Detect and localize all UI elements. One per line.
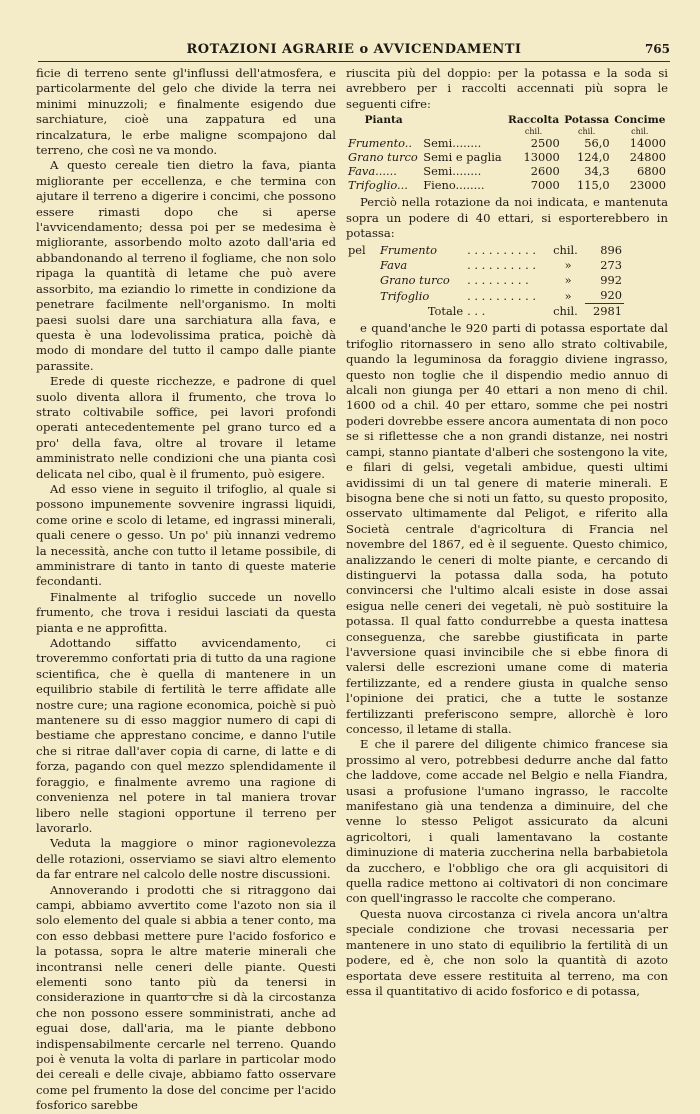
footer-mark — [170, 995, 210, 996]
raccolta-value: 7000 — [530, 178, 560, 193]
raccolta-value: 2600 — [530, 164, 560, 179]
column-header: Concime — [614, 114, 666, 127]
header-rule — [38, 61, 670, 62]
paragraph: ficie di terreno sente gl'influssi dell'atmosfera, e particolarmente del gelo che divide la terra nei minimi minuzzoli; e finalmente esigendo due sarchiature, cioè una zappatura ed una rincalzatura, le erbe maligne scompajono dal terreno, che così ne va mondo. — [36, 66, 336, 158]
leader-dots: . . . . . . . . . . — [467, 258, 536, 273]
crop-name: Trifoglio — [380, 288, 430, 303]
paragraph: Perciò nella rotazione da noi indicata, e mantenuta sopra un podere di 40 ettari, si esporterebbero in potassa: — [346, 195, 668, 241]
crop-name: Grano turco — [348, 150, 418, 165]
leader-dots: . . . — [467, 304, 486, 319]
raccolta-value: 13000 — [523, 150, 560, 165]
table-row — [346, 258, 668, 273]
concime-value: 6800 — [637, 164, 666, 179]
export-value: 273 — [600, 258, 622, 273]
paragraph: Finalmente al trifoglio succede un novello frumento, che trova i residui lasciati da questa pianta e ne approfitta. — [36, 589, 336, 635]
paragraph: E che il parere del diligente chimico francese sia prossimo al vero, potrebbesi dedurre anche dal fatto che laddove, come accade nel Belgio e nella Fiandra, usasi a profusione l'umano ingrasso, le raccolte manifestano già una tendenza a diminuire, del che venne lo stesso Peligot assicurato da alcuni agricoltori, i quali lamentavano la costante diminuzione di materia zuccherina nella barbabietola da zucchero, e l'obbligo che ora gli acquisitori di quella radice mettono ai coltivatori di non concimare con quell'ingrasso le raccolte che comperano. — [346, 737, 668, 906]
running-title: ROTAZIONI AGRARIE o AVVICENDAMENTI — [186, 42, 522, 57]
paragraph: Questa nuova circostanza ci rivela ancora un'altra speciale condizione che trovasi necessaria per mantenere in uno stato di equilibrio la fertilità di un podere, ed è, che non solo la quantità di azoto esportata deve essere restituita al terreno, ma con essa il quantitativo di acido fosforico e di potassa, — [346, 906, 668, 998]
crop-name: Fava...... — [348, 164, 397, 179]
table-row — [346, 150, 668, 164]
paragraph: Adottando siffatto avvicendamento, ci troveremmo confortati pria di tutto da una ragione scientifica, che è quella di mantenere in un equilibrio stabile di fertilità le terre affidate alle nostre cure; una ragione economica, poichè si può mantenere su di esso maggior numero di capi di bestiame che apprestano concime, e danno l'utile che si ritrae dall'aver copia di carne, di latte e di forza, pagando con quel mezzo splendidamente il foraggio, e finalmente avremo una ragione di convenienza nel potere in tal maniera trovar libero nelle stagioni opportune il terreno per lavorarlo. — [36, 636, 336, 835]
unit-label: chil. — [631, 127, 649, 137]
potash-export-table — [346, 243, 668, 319]
paragraph: A questo cereale tien dietro la fava, pianta migliorante per eccellenza, e che termina con ajutare il terreno a digerire i concimi, che possono essere rimasti dopo che si aperse l'avvicendamento; dessa poi per se medesima è migliorante, assorbendo molto azoto dall'aria ed abbandonando al terreno il fogliame, che non solo ripaga la quantità di letame che può avere assorbito, ma eziandio lo rimette in condizione da penetrare facilmente nell'organismo. In molti paesi suolsi dare una sarchiatura alla fava, e questa è una lodevolissima pratica, poichè dà modo di mondare del tutto il campo dalle piante parassite. — [36, 158, 336, 373]
crop-name: Frumento.. — [348, 136, 413, 151]
crop-name: Frumento — [380, 243, 437, 258]
column-header: Potassa — [564, 114, 610, 127]
unit-label: chil. — [578, 127, 596, 137]
crop-name: Trifoglio... — [348, 178, 408, 193]
column-header — [421, 113, 505, 127]
table-row — [346, 136, 668, 150]
table-row — [346, 288, 668, 304]
total-value: 2981 — [585, 304, 624, 320]
page-number: 765 — [644, 42, 670, 56]
crop-name: Fava — [380, 258, 408, 273]
unit-label: chil. — [553, 243, 578, 258]
potassa-value: 34,3 — [584, 164, 610, 179]
total-label: Totale — [427, 304, 464, 319]
export-value: 896 — [600, 243, 622, 258]
ditto-mark: » — [564, 288, 572, 303]
paragraph: Annoverando i prodotti che si ritraggono dai campi, abbiamo avvertito come l'azoto non sia il solo elemento del quale si abbia a tener conto, ma con esso debbasi mettere pure l'acido fosforico e la potassa, sopra le altre materie minerali che incontransi nelle ceneri delle piante. Questi elementi sono tanto più da tenersi in considerazione in quanto che si dà la circostanza che non possono essere somministrati, anche ad eguai dose, dall'aria, ma le piante debbono indispensabilmente cercarle nel terreno. Quando poi è venuta la volta di parlare in particolar modo dei cereali e delle civaje, abbiamo fatto osservare come pel frumento la dose del concime per l'acido fosforico sarebbe — [36, 882, 336, 1113]
potassa-value: 115,0 — [577, 178, 610, 193]
table-row — [346, 273, 668, 288]
potash-crop-table — [346, 113, 668, 192]
crop-part: Semi e paglia — [423, 150, 502, 165]
paragraph: Veduta la maggiore o minor ragionevolezza delle rotazioni, osserviamo se siavi altro elemento da far entrare nel calcolo delle nostre discussioni. — [36, 836, 336, 882]
table-row — [346, 178, 668, 192]
column-header: Pianta — [364, 114, 403, 127]
potassa-value: 56,0 — [584, 136, 610, 151]
paragraph: riuscita più del doppio: per la potassa e la soda si avrebbero per i raccolti accennati più sopra le seguenti cifre: — [346, 66, 668, 111]
left-column — [36, 66, 336, 1114]
ditto-mark: » — [564, 273, 572, 288]
export-value: 992 — [600, 273, 622, 288]
unit-label: chil. — [553, 304, 578, 319]
concime-value: 14000 — [629, 136, 666, 151]
table-header-row — [346, 113, 668, 127]
table-row — [346, 243, 668, 258]
crop-part: Fieno........ — [423, 178, 485, 193]
right-column — [346, 66, 668, 999]
paragraph: Ad esso viene in seguito il trifoglio, al quale si possono impunemente sovvenire ingrassi liquidi, come orine e scolo di letame, ed ingrassi minerali, quali cenere o gesso. Un po' più innanzi vedremo la necessità, anche con tutto il letame possibile, di amministrare di tanto in tanto di queste materie fecondanti. — [36, 481, 336, 589]
leader-dots: . . . . . . . . . . — [467, 288, 536, 303]
export-value: 920 — [600, 288, 622, 303]
unit-label: chil. — [524, 127, 543, 137]
crop-part: Semi........ — [423, 164, 482, 179]
page-header — [38, 42, 670, 60]
crop-name: Grano turco — [380, 273, 450, 288]
leader-dots: . . . . . . . . . — [467, 273, 529, 288]
unit-row — [346, 127, 668, 136]
crop-part: Semi........ — [423, 136, 482, 151]
concime-value: 23000 — [629, 178, 666, 193]
paragraph: e quand'anche le 920 parti di potassa esportate dal trifoglio ritornassero in seno allo strato coltivabile, quando la leguminosa da foraggio diviene ingrasso, questo non toglie che il dispendio medio annuo di alcali non giunga per 40 ettari a non meno di chil. 1600 od a chil. 40 per ettaro, somme che pei nostri poderi dovrebbe essere ancora aumentata di non poco se si riflettesse che a non grandi distanze, nei nostri campi, stanno piantate d'alberi che sostengono la vite, e filari di gelsi, vegetali ambidue, questi ultimi avidissimi di un tal genere di materie minerali. E bisogna bene che si noti un fatto, su questo proposito, osservato ultimamente dal Peligot, e riferito alla Società centrale d'agricoltura di Francia nel novembre del 1867, ed è il seguente. Questo chimico, analizzando le ceneri di molte piante, e cercando di distinguervi la potassa dalla soda, ha potuto convincersi che l'ultimo alcali esiste in dose assai esigua nelle ceneri dei vegetali, nè può sostituire la potassa. Il qual fatto condurrebbe a questa inattesa conseguenza, che sarebbe giustificata in parte l'avversione quasi invincibile che si ebbe finora di valersi delle escrezioni umane come di materia fertilizzante, ed a rendere giusta in qualche senso l'opinione dei pratici, che a tutte le sostanze fertilizzanti preferiscono sempre, allorchè è loro concesso, il letame di stalla. — [346, 321, 668, 736]
paragraph: Erede di queste ricchezze, e padrone di quel suolo diventa allora il frumento, che trova lo strato coltivabile soffice, pei lavori profondi operati antecedentemente pel grano turco ed a pro' della fava, oltre al trovare il letame amministrato nelle condizioni che una pianta così delicata nel cibo, qual è il frumento, può esigere. — [36, 374, 336, 481]
ditto-mark: » — [564, 258, 572, 273]
total-row — [346, 304, 668, 320]
leader-dots: . . . . . . . . . . — [467, 243, 536, 258]
table-row — [346, 164, 668, 178]
raccolta-value: 2500 — [530, 136, 560, 151]
column-header: Raccolta — [507, 114, 560, 127]
concime-value: 24800 — [629, 150, 666, 165]
row-prefix: pel — [348, 243, 366, 258]
potassa-value: 124,0 — [577, 150, 610, 165]
